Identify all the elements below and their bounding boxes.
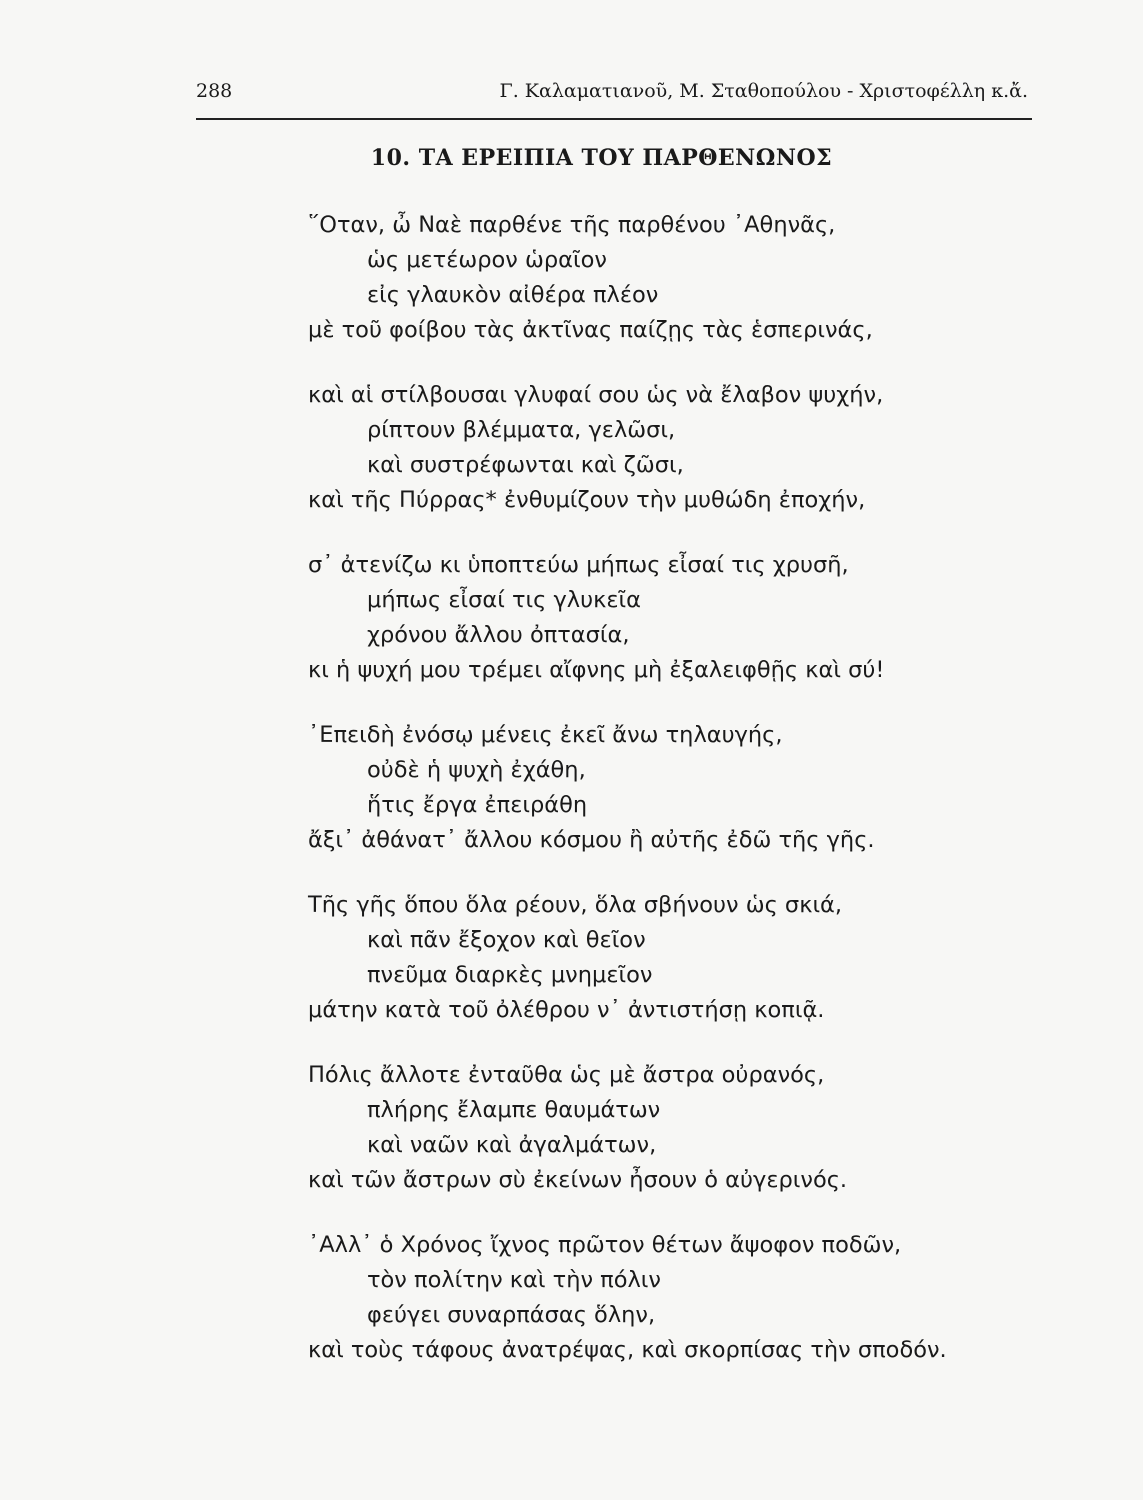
verse-line: καὶ αἱ στίλβουσαι γλυφαί σου ὡς νὰ ἔλαβον ψυχήν, — [308, 382, 884, 408]
poem-title: 10. ΤΑ ΕΡΕΙΠΙΑ ΤΟΥ ΠΑΡΘΕΝΩΝΟΣ — [370, 145, 833, 171]
verse-line: μήπως εἶσαί τις γλυκεῖα — [367, 587, 641, 613]
verse-line: καὶ τῆς Πύρρας* ἐνθυμίζουν τὴν μυθώδη ἐποχήν, — [308, 487, 866, 513]
verse-line: καὶ συστρέφωνται καὶ ζῶσι, — [367, 452, 684, 478]
verse-line: πλήρης ἔλαμπε θαυμάτων — [367, 1097, 661, 1123]
stanza — [0, 208, 1143, 348]
verse-line: χρόνου ἄλλου ὀπτασία, — [367, 622, 630, 648]
stanza — [0, 548, 1143, 688]
verse-line: φεύγει συναρπάσας ὅλην, — [367, 1302, 656, 1328]
page-header — [196, 80, 1028, 116]
stanza — [0, 1058, 1143, 1198]
verse-line: κι ἡ ψυχή μου τρέμει αἴφνης μὴ ἐξαλειφθῇς καὶ σύ! — [308, 657, 885, 683]
verse-line: ᾽Επειδὴ ἐνόσῳ μένεις ἐκεῖ ἄνω τηλαυγής, — [308, 722, 783, 748]
verse-line: εἰς γλαυκὸν αἰθέρα πλέον — [367, 282, 659, 308]
verse-line: μάτην κατὰ τοῦ ὀλέθρου ν᾽ ἀντιστήσῃ κοπιᾷ. — [308, 997, 825, 1023]
verse-line: σ᾽ ἀτενίζω κι ὑποπτεύω μήπως εἶσαί τις χρυσῆ, — [308, 552, 849, 578]
verse-line: καὶ ναῶν καὶ ἀγαλμάτων, — [367, 1132, 657, 1158]
page-number: 288 — [196, 80, 233, 102]
verse-line: καὶ τῶν ἄστρων σὺ ἐκείνων ἦσουν ὁ αὐγερινός. — [308, 1167, 848, 1193]
stanza — [0, 1228, 1143, 1368]
running-head: Γ. Καλαματιανοῦ, Μ. Σταθοπούλου - Χριστοφέλλη κ.ἄ. — [499, 80, 1028, 102]
verse-line: Τῆς γῆς ὅπου ὅλα ρέουν, ὅλα σβήνουν ὡς σκιά, — [308, 892, 843, 918]
verse-line: ᾽Αλλ᾽ ὁ Χρόνος ἴχνος πρῶτον θέτων ἄψοφον ποδῶν, — [308, 1232, 902, 1258]
verse-line: μὲ τοῦ φοίβου τὰς ἀκτῖνας παίζῃς τὰς ἑσπερινάς, — [308, 317, 873, 343]
verse-line: ὡς μετέωρον ὡραῖον — [367, 247, 607, 273]
verse-line: καὶ τοὺς τάφους ἀνατρέψας, καὶ σκορπίσας τὴν σποδόν. — [308, 1337, 947, 1363]
stanza — [0, 888, 1143, 1028]
stanza — [0, 718, 1143, 858]
stanza — [0, 378, 1143, 518]
verse-line: ῞Οταν, ὦ Ναὲ παρθένε τῆς παρθένου ᾽Αθηνᾶς, — [308, 212, 836, 238]
header-rule — [196, 118, 1032, 120]
verse-line: καὶ πᾶν ἔξοχον καὶ θεῖον — [367, 927, 646, 953]
verse-line: πνεῦμα διαρκὲς μνημεῖον — [367, 962, 653, 988]
verse-line: τὸν πολίτην καὶ τὴν πόλιν — [367, 1267, 661, 1293]
verse-line: ἥτις ἔργα ἐπειράθη — [367, 792, 588, 818]
poem-body — [0, 208, 1143, 1398]
verse-line: Πόλις ἄλλοτε ἐνταῦθα ὡς μὲ ἄστρα οὐρανός, — [308, 1062, 825, 1088]
verse-line: ἄξι᾽ ἀθάνατ᾽ ἄλλου κόσμου ἢ αὐτῆς ἐδῶ τῆς γῆς. — [308, 827, 875, 853]
verse-line: ρίπτουν βλέμματα, γελῶσι, — [367, 417, 676, 443]
verse-line: οὐδὲ ἡ ψυχὴ ἐχάθη, — [367, 757, 586, 783]
